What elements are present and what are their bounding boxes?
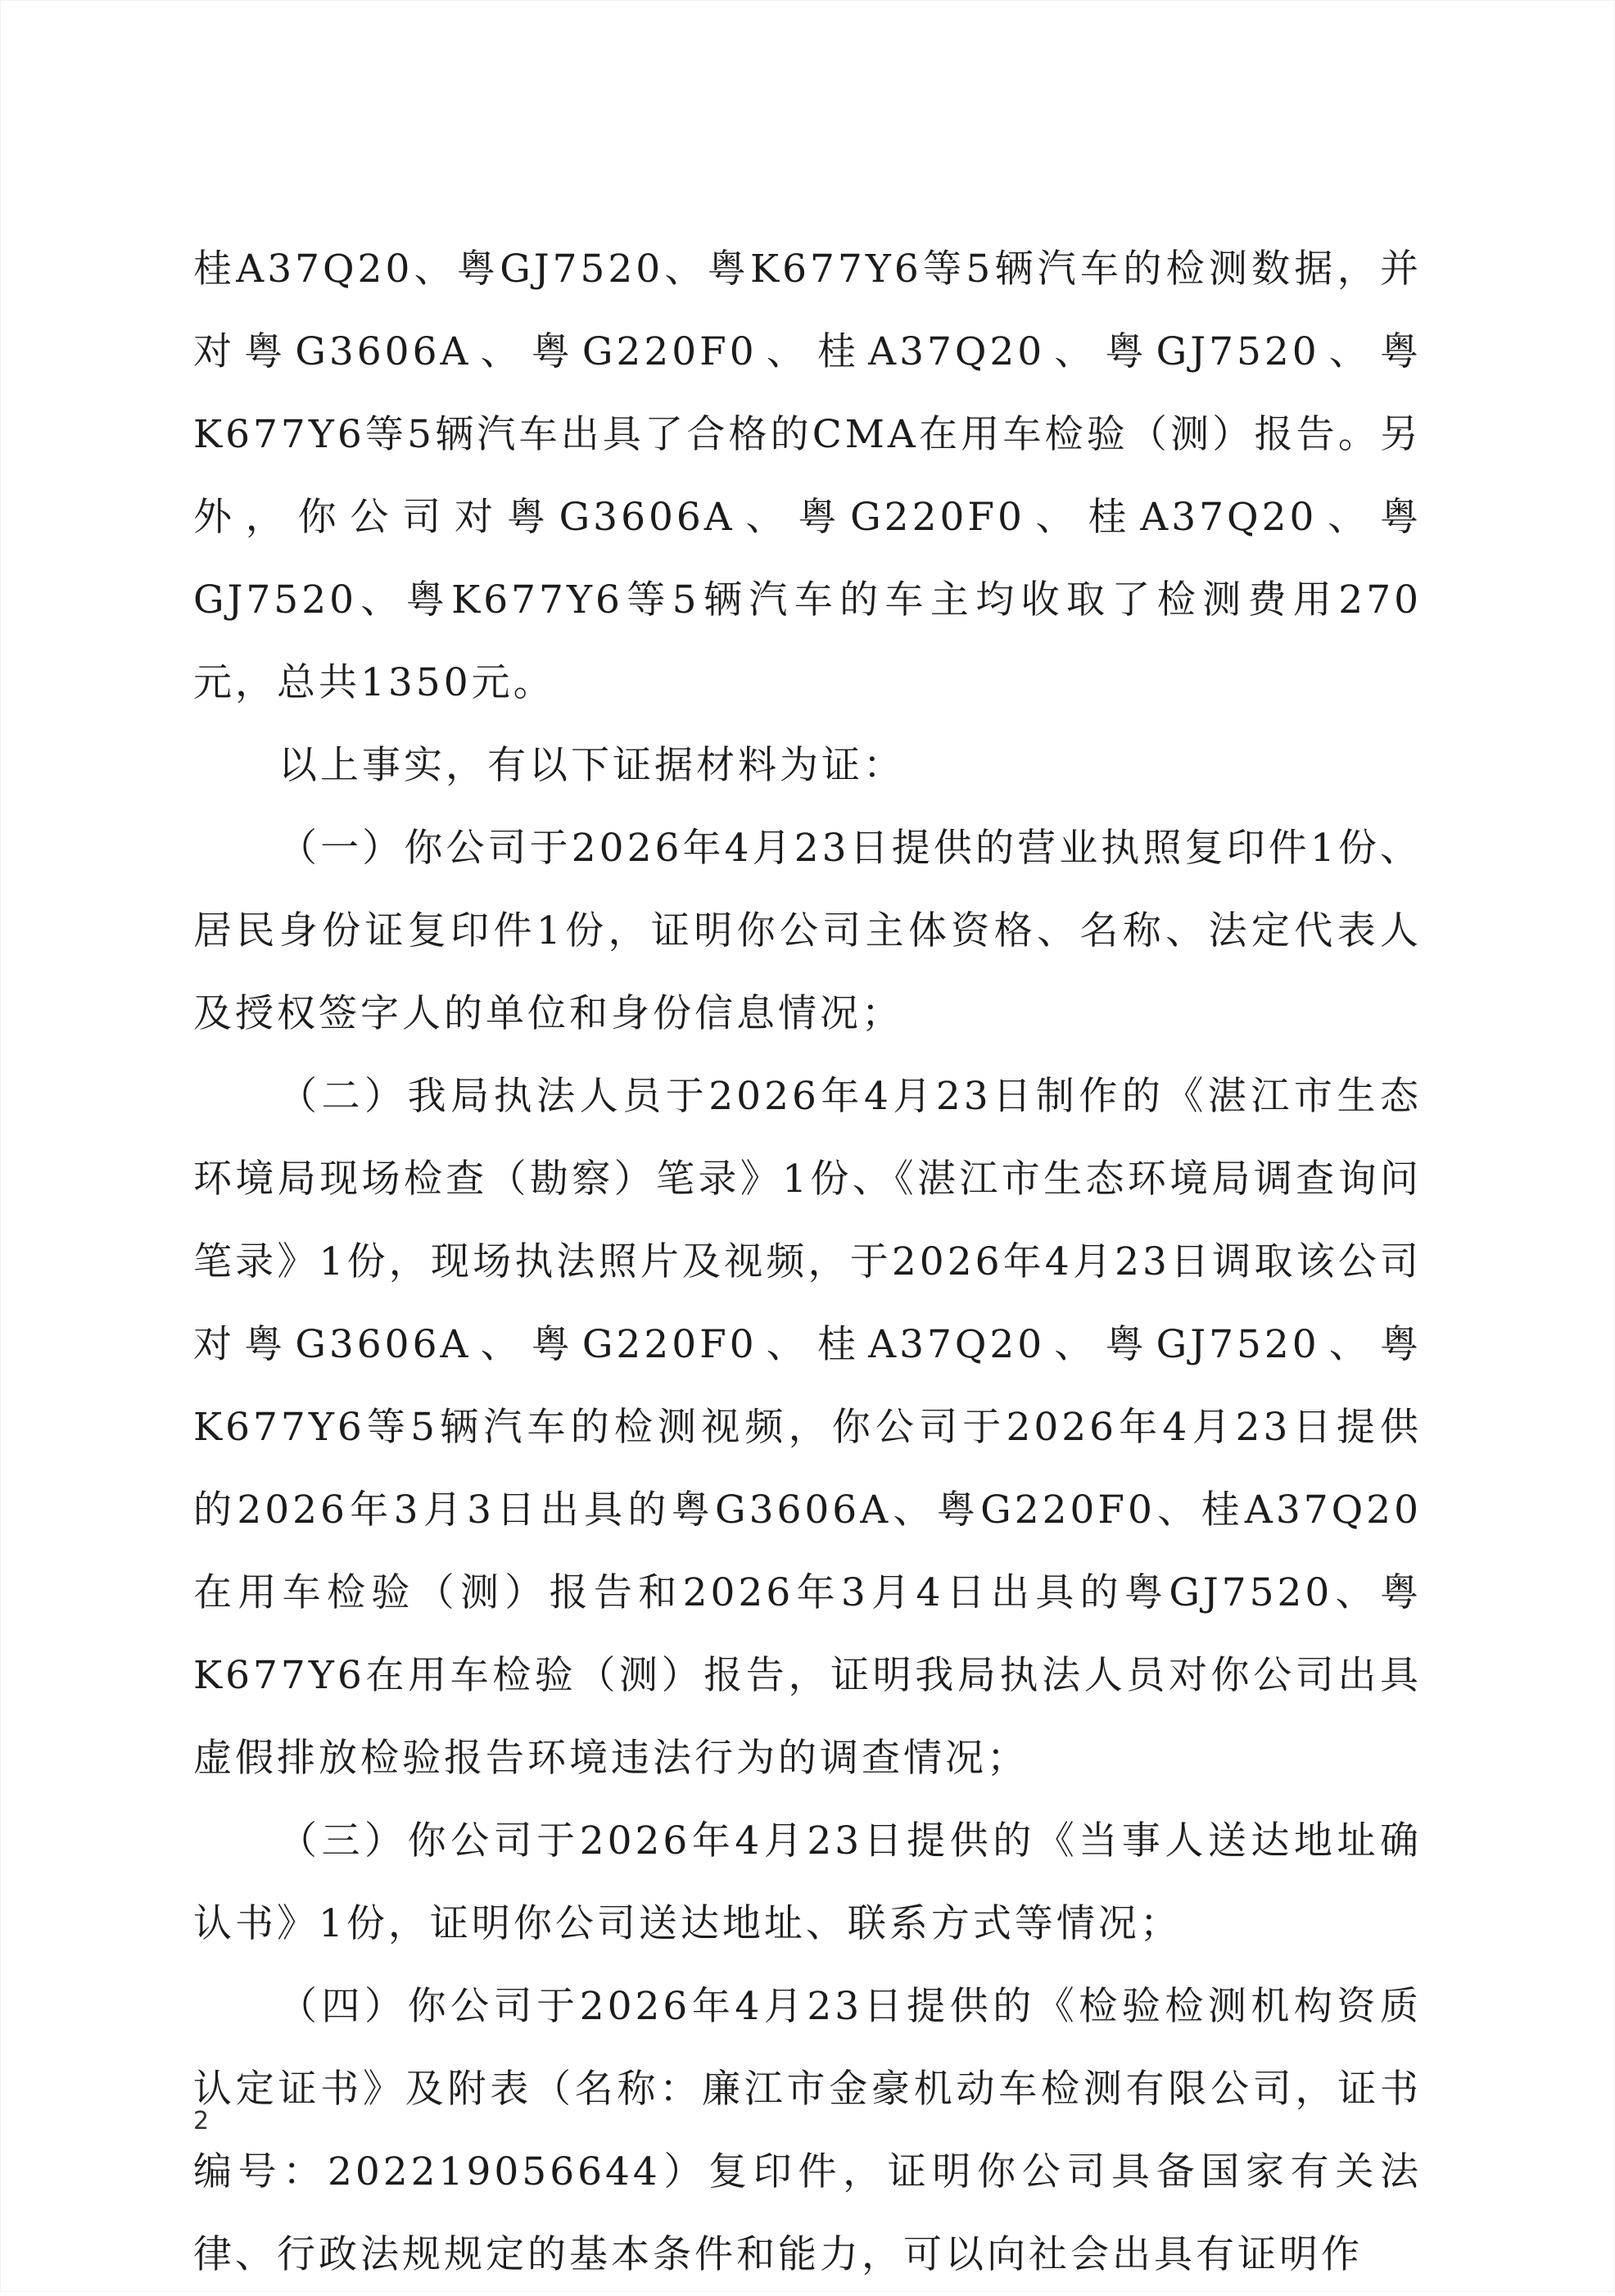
document-body: [193, 228, 1422, 2296]
paragraph-evidence-intro: 以上事实，有以下证据材料为证：: [278, 743, 905, 788]
paragraph-evidence-3: （三）你公司于2026年4月23日提供的《当事人送达地址确认书》1份，证明你公司送达地址、联系方式等情况；: [193, 1818, 1422, 1946]
page-number: 2: [193, 2107, 210, 2135]
paragraph-evidence-4: （四）你公司于2026年4月23日提供的《检验检测机构资质认定证书》及附表（名称：廉江市金豪机动车检测有限公司，证书编号：202219056644）复印件，证明你公司具备国家有关法律、行政法规规定的基本条件和能力，可以向社会出具有证明作: [193, 1984, 1422, 2277]
paragraph-evidence-2: （二）我局执法人员于2026年4月23日制作的《湛江市生态环境局现场检查（勘察）笔录》1份、《湛江市生态环境局调查询问笔录》1份，现场执法照片及视频，于2026年4月23日调取该公司对粤G3606A、粤G220F0、桂A37Q20、粤GJ7520、粤K677Y6等5辆汽车的检测视频，你公司于2026年4月23日提供的2026年3月3日出具的粤G3606A、粤G220F0、桂A37Q20在用车检验（测）报告和2026年3月4日出具的粤GJ7520、粤K677Y6在用车检验（测）报告，证明我局执法人员对你公司出具虚假排放检验报告环境违法行为的调查情况；: [193, 1074, 1422, 1781]
paragraph-continuation: 桂A37Q20、粤GJ7520、粤K677Y6等5辆汽车的检测数据，并对粤G3606A、粤G220F0、桂A37Q20、粤GJ7520、粤K677Y6等5辆汽车出具了合格的CMA在用车检验（测）报告。另外，你公司对粤G3606A、粤G220F0、桂A37Q20、粤GJ7520、粤K677Y6等5辆汽车的车主均收取了检测费用270元，总共1350元。: [193, 247, 1422, 705]
paragraph-evidence-1: （一）你公司于2026年4月23日提供的营业执照复印件1份、居民身份证复印件1份，证明你公司主体资格、名称、法定代表人及授权签字人的单位和身份信息情况；: [193, 826, 1422, 1036]
